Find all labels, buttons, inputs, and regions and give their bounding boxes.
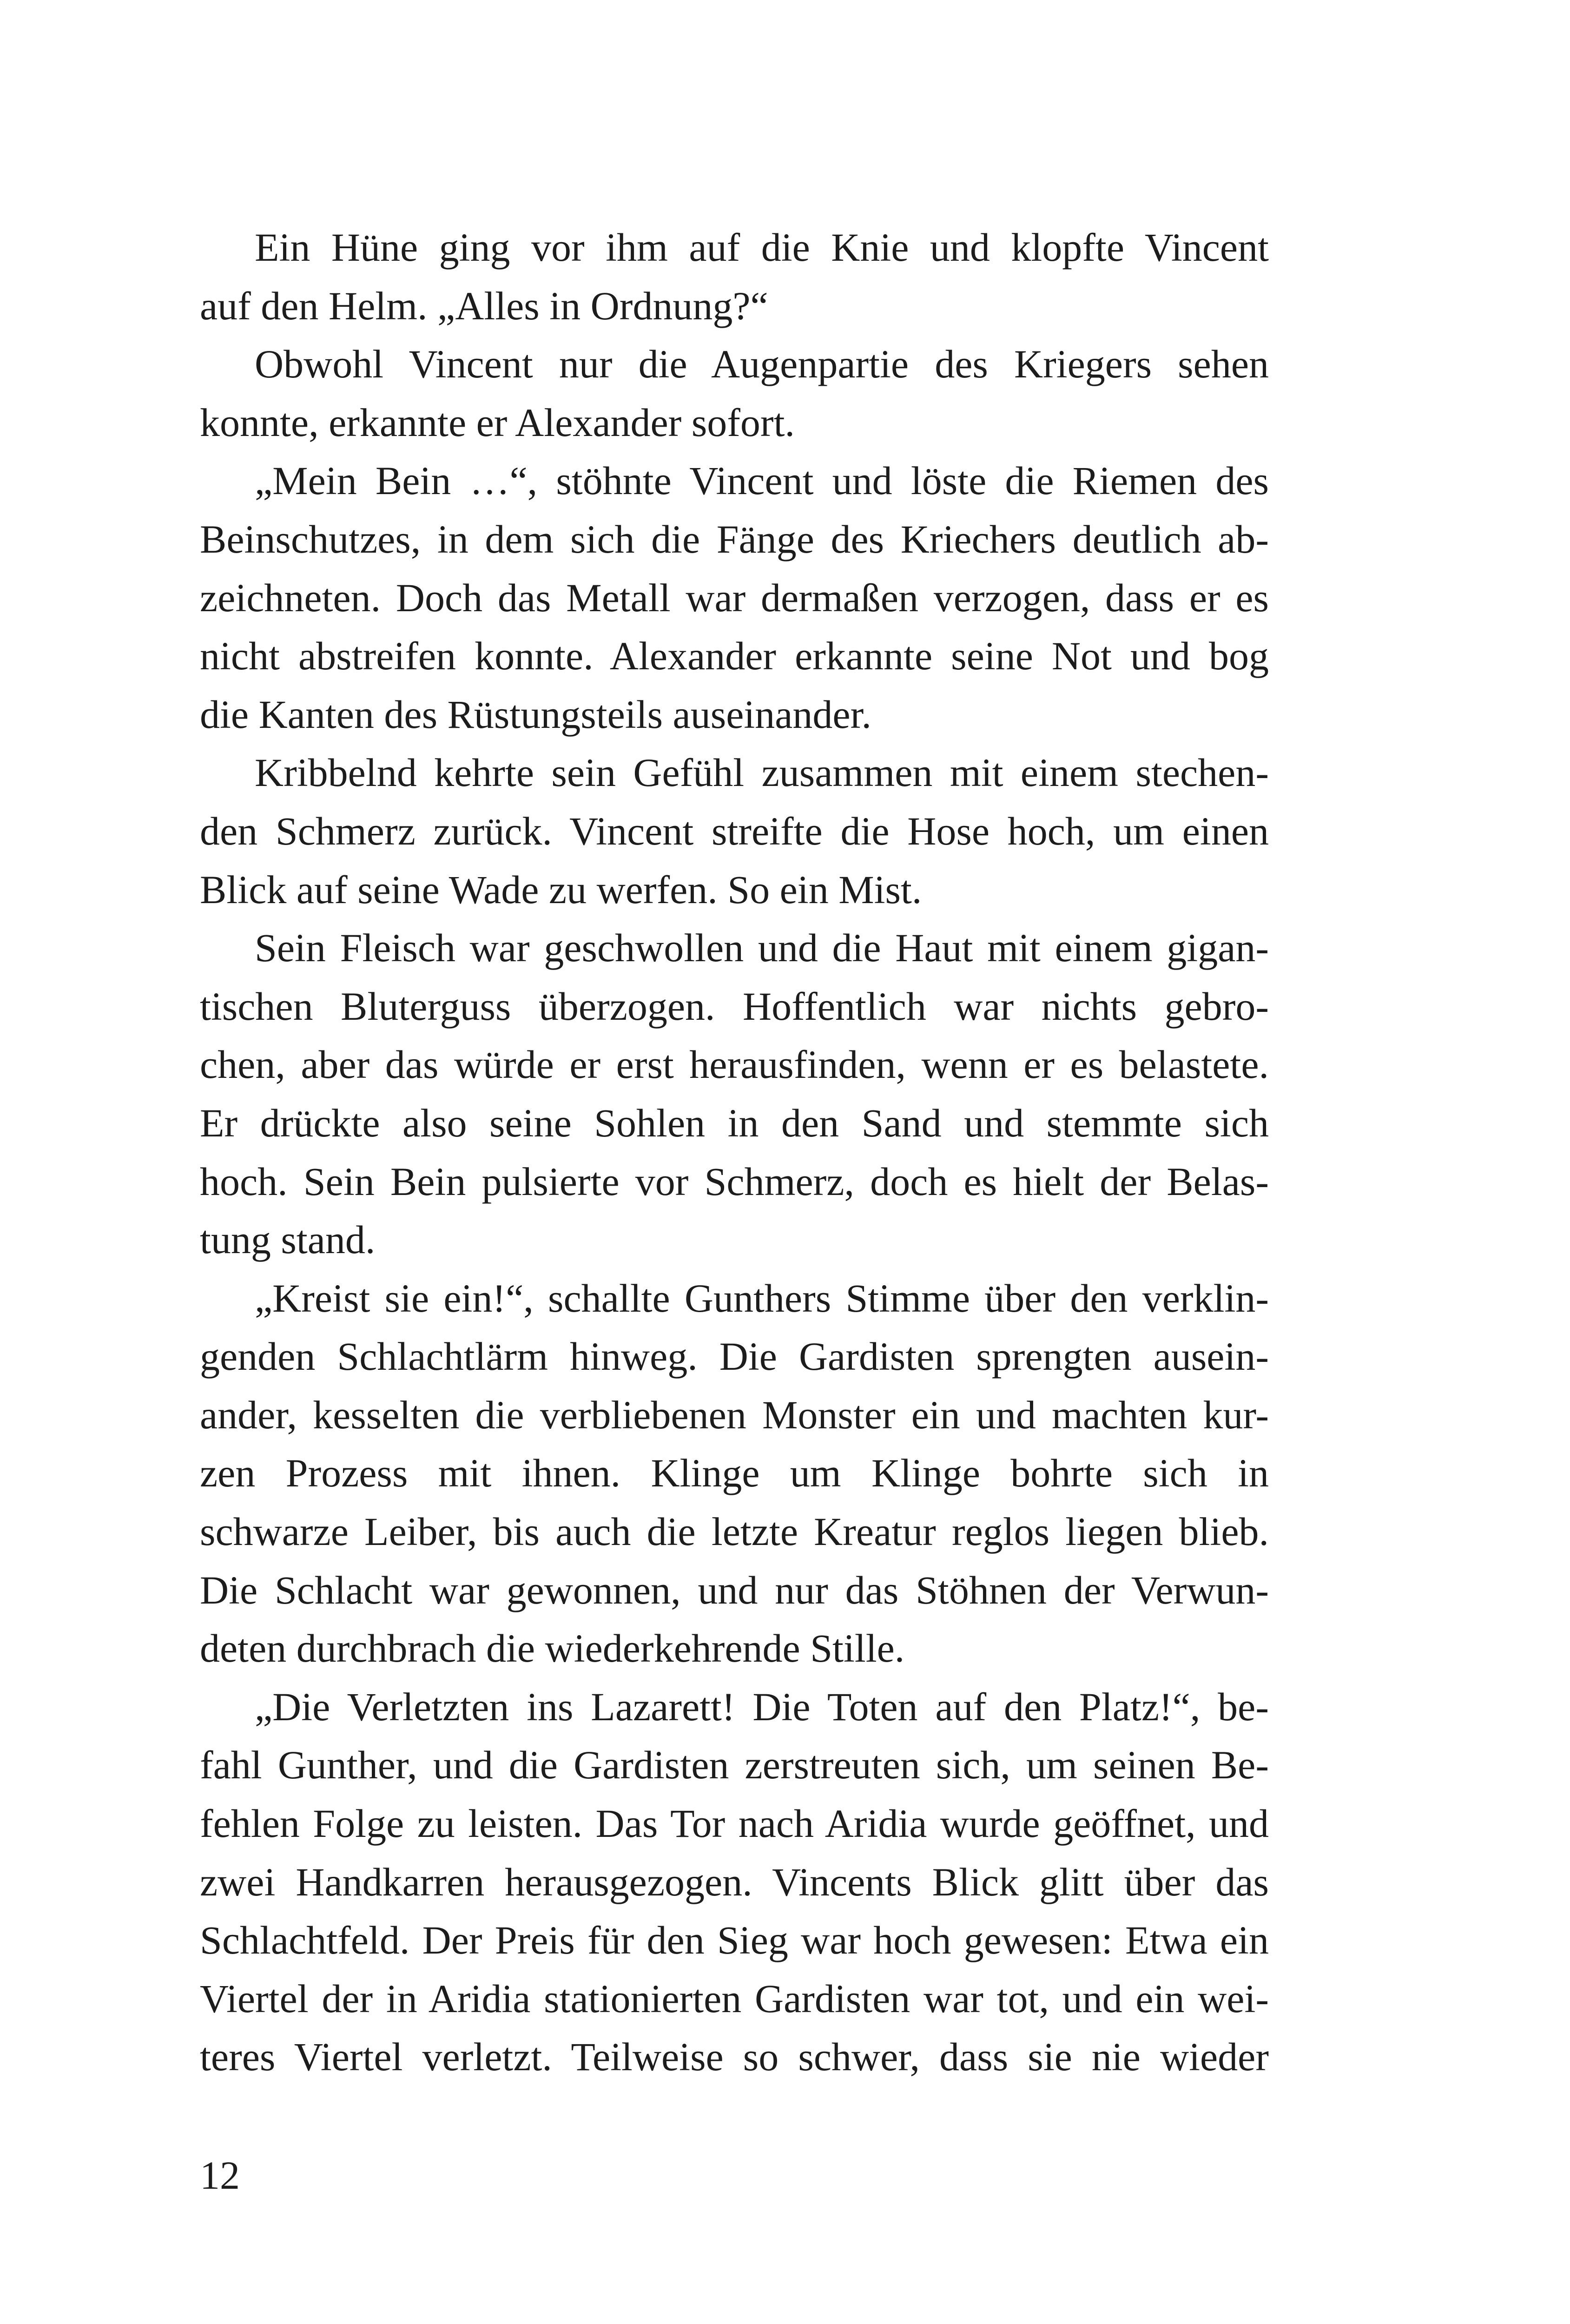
text-line: „Die Verletzten ins Lazarett! Die Toten auf den Platz!“, be- (255, 1684, 1269, 1729)
text-line: „Mein Bein …“, stöhnte Vincent und löste die Riemen des (255, 458, 1269, 503)
text-line: ander, kesselten die verbliebenen Monster ein und machten kur- (200, 1392, 1269, 1437)
text-line: Viertel der in Aridia stationierten Gardisten war tot, und ein wei- (200, 1976, 1269, 2021)
text-line: auf den Helm. „Alles in Ordnung?“ (200, 283, 768, 328)
text-line: genden Schlachtlärm hinweg. Die Gardisten sprengten ausein- (200, 1334, 1269, 1379)
page-number: 12 (200, 2153, 240, 2198)
text-line: hoch. Sein Bein pulsierte vor Schmerz, doch es hielt der Belas- (200, 1159, 1269, 1204)
text-line: Ein Hüne ging vor ihm auf die Knie und klopfte Vincent (255, 225, 1269, 270)
body-text (200, 218, 1269, 2086)
text-line: chen, aber das würde er erst herausfinden, wenn er es belastete. (200, 1042, 1269, 1087)
text-line: zeichneten. Doch das Metall war dermaßen verzogen, dass er es (200, 575, 1269, 620)
text-line: fahl Gunther, und die Gardisten zerstreuten sich, um seinen Be- (200, 1743, 1269, 1788)
text-line: deten durchbrach die wiederkehrende Stille. (200, 1626, 905, 1671)
text-line: fehlen Folge zu leisten. Das Tor nach Aridia wurde geöffnet, und (200, 1801, 1269, 1846)
text-line: Die Schlacht war gewonnen, und nur das Stöhnen der Verwun- (200, 1567, 1269, 1612)
text-line: nicht abstreifen konnte. Alexander erkannte seine Not und bog (200, 634, 1269, 679)
text-line: Blick auf seine Wade zu werfen. So ein Mist. (200, 867, 922, 912)
text-line: Beinschutzes, in dem sich die Fänge des Kriechers deutlich ab- (200, 516, 1269, 561)
text-line: konnte, erkannte er Alexander sofort. (200, 400, 795, 445)
text-line: teres Viertel verletzt. Teilweise so schwer, dass sie nie wieder (200, 2034, 1269, 2080)
text-line: zen Prozess mit ihnen. Klinge um Klinge bohrte sich in (200, 1451, 1269, 1496)
text-line: die Kanten des Rüstungsteils auseinander. (200, 692, 871, 737)
text-line: den Schmerz zurück. Vincent streifte die Hose hoch, um einen (200, 808, 1269, 853)
text-line: „Kreist sie ein!“, schallte Gunthers Stimme über den verklin- (255, 1275, 1269, 1320)
text-line: Er drückte also seine Sohlen in den Sand und stemmte sich (200, 1100, 1269, 1145)
text-line: schwarze Leiber, bis auch die letzte Kreatur reglos liegen blieb. (200, 1509, 1269, 1554)
text-line: Schlachtfeld. Der Preis für den Sieg war hoch gewesen: Etwa ein (200, 1918, 1269, 1963)
text-line: Obwohl Vincent nur die Augenpartie des Kriegers sehen (255, 342, 1269, 387)
text-line: Sein Fleisch war geschwollen und die Haut mit einem gigan- (255, 925, 1269, 971)
text-line: tischen Bluterguss überzogen. Hoffentlich war nichts gebro- (200, 984, 1269, 1029)
text-line: tung stand. (200, 1217, 376, 1262)
text-line: Kribbelnd kehrte sein Gefühl zusammen mit einem stechen- (255, 750, 1269, 795)
text-line: zwei Handkarren herausgezogen. Vincents Blick glitt über das (200, 1859, 1269, 1904)
